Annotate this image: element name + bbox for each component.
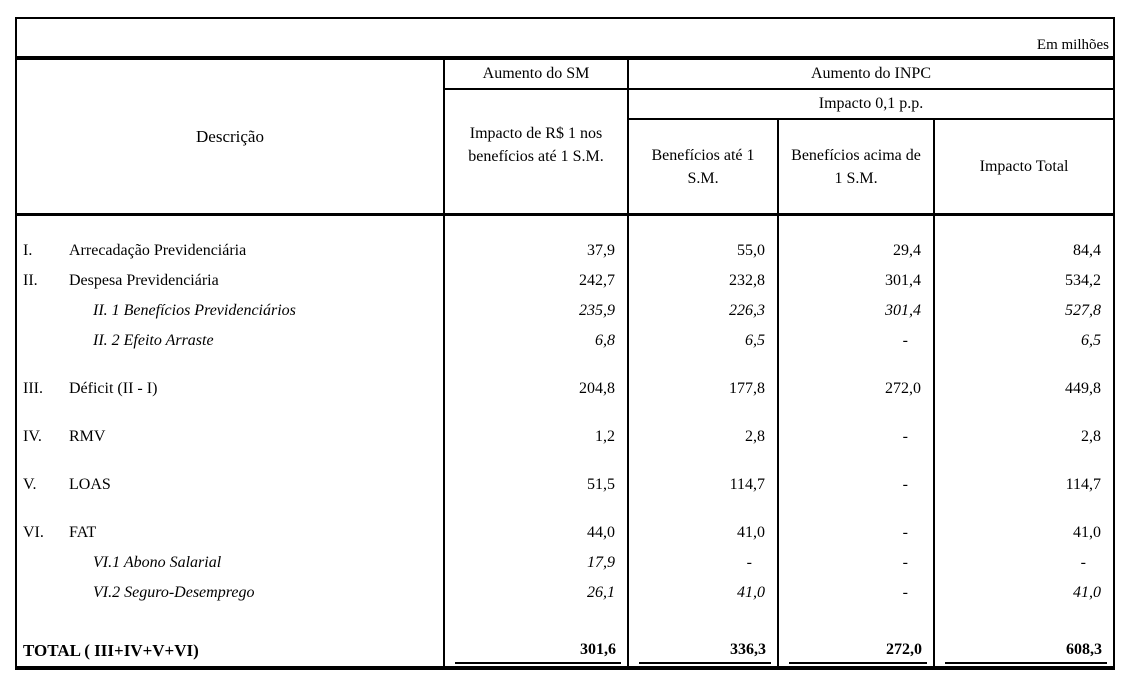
value-cell: 534,2 [1065,272,1101,289]
total-value: 608,3 [945,641,1107,664]
total-value: 272,0 [789,641,927,664]
value-cell: 41,0 [737,584,765,601]
value-cell: 449,8 [1065,380,1101,397]
row-label-cell [17,272,445,290]
column-divider [443,216,445,666]
row-label: II. 2 Efeito Arraste [93,332,214,349]
value-cell: 2,8 [1081,428,1101,445]
row-label-cell [17,242,445,260]
value-cell: 55,0 [737,242,765,259]
table-row [17,470,1113,500]
value-cell: 242,7 [579,272,615,289]
header-inpc-title: Aumento do INPC [629,60,1113,90]
table-header [17,60,1113,216]
value-cell: 235,9 [579,302,615,319]
value-cell: 26,1 [587,584,615,601]
value-cell: - [902,554,908,571]
value-cell: 1,2 [595,428,615,445]
table-row [17,518,1113,548]
row-label: Déficit (II - I) [69,380,158,397]
value-cell: 6,5 [1081,332,1101,349]
total-value: 301,6 [455,641,621,664]
header-sm-subtitle: Impacto de R$ 1 nos benefícios até 1 S.M. [468,124,604,165]
value-cell: 177,8 [729,380,765,397]
value-cell: - [902,476,908,493]
table-row [17,374,1113,404]
value-cell: 41,0 [737,524,765,541]
value-cell [935,641,1113,664]
value-cell: 204,8 [579,380,615,397]
value-cell: 51,5 [587,476,615,493]
value-cell: 41,0 [1073,584,1101,601]
row-numeral: III. [23,380,43,397]
row-label: TOTAL ( III+IV+V+VI) [23,641,199,660]
header-inpc-columns [629,120,1113,213]
row-label: II. 1 Benefícios Previdenciários [93,302,296,319]
row-label: FAT [69,524,97,541]
table-row-sub [17,548,1113,578]
table-row [17,422,1113,452]
row-label-cell [17,584,445,602]
value-cell: 37,9 [587,242,615,259]
row-label-cell [17,524,445,542]
column-divider [777,216,779,666]
header-group-inpc [629,60,1113,213]
row-numeral: II. [23,272,38,289]
row-numeral: IV. [23,428,42,445]
value-cell: 44,0 [587,524,615,541]
value-cell: 2,8 [745,428,765,445]
value-cell: - [1080,554,1086,571]
row-label-cell [17,302,445,320]
value-cell: 41,0 [1073,524,1101,541]
value-cell: - [902,524,908,541]
column-divider [933,216,935,666]
impact-table [15,17,1115,670]
value-cell: 527,8 [1065,302,1101,319]
row-label-cell [17,641,445,664]
row-label: LOAS [69,476,111,493]
value-cell [779,641,935,664]
value-cell: 114,7 [729,476,765,493]
table-body [17,216,1113,666]
value-cell: 84,4 [1073,242,1101,259]
value-cell: - [902,332,908,349]
row-label: Arrecadação Previdenciária [69,242,247,259]
row-label-cell [17,428,445,446]
row-label: Despesa Previdenciária [69,272,219,289]
row-label-cell [17,554,445,572]
row-label-cell [17,332,445,350]
header-inpc-subtitle: Impacto 0,1 p.p. [629,90,1113,120]
value-cell: 17,9 [587,554,615,571]
value-cell: 6,5 [745,332,765,349]
value-cell: 114,7 [1065,476,1101,493]
row-label-cell [17,380,445,398]
value-cell: 6,8 [595,332,615,349]
row-numeral: VI. [23,524,44,541]
value-cell: 301,4 [885,272,921,289]
value-cell: 272,0 [885,380,921,397]
table-row-sub [17,296,1113,326]
value-cell: 29,4 [893,242,921,259]
value-cell [445,641,629,664]
row-numeral: V. [23,476,37,493]
value-cell: 232,8 [729,272,765,289]
column-divider [627,216,629,666]
header-col-beneficios-acima: Benefícios acima de 1 S.M. [779,120,935,213]
header-group-sm [445,60,629,213]
table-row-sub [17,326,1113,356]
row-numeral: I. [23,242,33,259]
value-cell: 301,4 [885,302,921,319]
unit-label: Em milhões [1036,37,1109,53]
header-col-beneficios-ate: Benefícios até 1 S.M. [629,120,779,213]
row-label: RMV [69,428,106,445]
table-row-total [17,630,1113,666]
table-row-sub [17,578,1113,608]
row-label: VI.1 Abono Salarial [93,554,222,571]
unit-band [17,19,1113,60]
value-cell: - [902,428,908,445]
header-sm-title: Aumento do SM [445,60,627,90]
row-label: VI.2 Seguro-Desemprego [93,584,255,601]
table-row [17,236,1113,266]
value-cell [629,641,779,664]
value-cell: - [746,554,752,571]
header-col-impacto-total: Impacto Total [979,158,1069,175]
value-cell: - [902,584,908,601]
header-descricao: Descrição [17,60,445,213]
row-label-cell [17,476,445,494]
total-value: 336,3 [639,641,771,664]
table-row [17,266,1113,296]
value-cell: 226,3 [729,302,765,319]
